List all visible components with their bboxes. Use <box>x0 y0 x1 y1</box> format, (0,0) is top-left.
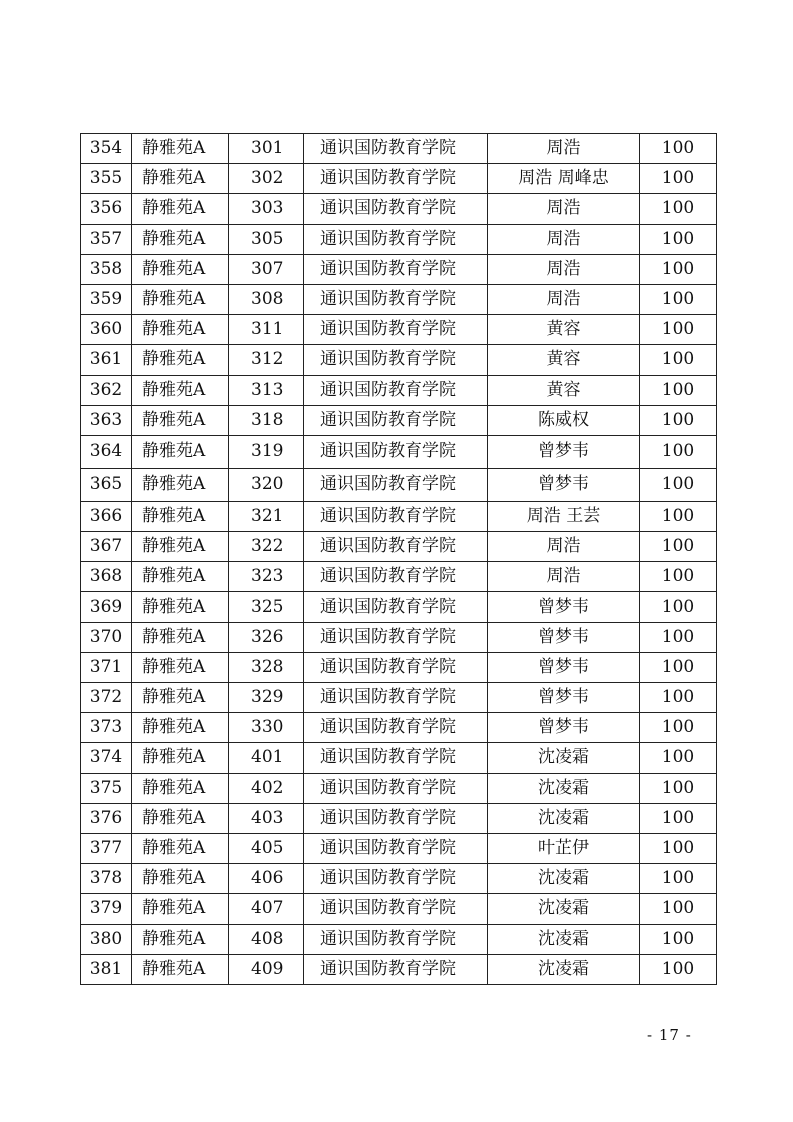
person-in-charge-cell: 周浩 周峰忠 <box>488 164 640 194</box>
room-number-cell: 401 <box>229 743 304 773</box>
building-cell: 静雅苑A <box>132 833 229 863</box>
table-row <box>81 894 717 924</box>
table-row <box>81 315 717 345</box>
score-cell: 100 <box>640 405 717 435</box>
row-number-cell: 370 <box>81 622 132 652</box>
person-in-charge-cell: 曾梦韦 <box>488 713 640 743</box>
college-cell: 通识国防教育学院 <box>304 592 488 622</box>
room-number-cell: 308 <box>229 284 304 314</box>
person-in-charge-cell: 沈凌霜 <box>488 954 640 984</box>
building-cell: 静雅苑A <box>132 501 229 531</box>
person-in-charge-cell: 周浩 <box>488 562 640 592</box>
room-number-cell: 325 <box>229 592 304 622</box>
row-number-cell: 366 <box>81 501 132 531</box>
room-number-cell: 301 <box>229 134 304 164</box>
person-in-charge-cell: 曾梦韦 <box>488 592 640 622</box>
building-cell: 静雅苑A <box>132 405 229 435</box>
person-in-charge-cell: 曾梦韦 <box>488 622 640 652</box>
college-cell: 通识国防教育学院 <box>304 405 488 435</box>
room-number-cell: 328 <box>229 652 304 682</box>
person-in-charge-cell: 陈威权 <box>488 405 640 435</box>
college-cell: 通识国防教育学院 <box>304 224 488 254</box>
row-number-cell: 361 <box>81 345 132 375</box>
row-number-cell: 375 <box>81 773 132 803</box>
table-row <box>81 622 717 652</box>
building-cell: 静雅苑A <box>132 954 229 984</box>
college-cell: 通识国防教育学院 <box>304 622 488 652</box>
dorm-score-table <box>80 133 717 985</box>
room-number-cell: 405 <box>229 833 304 863</box>
room-number-cell: 323 <box>229 562 304 592</box>
building-cell: 静雅苑A <box>132 254 229 284</box>
score-cell: 100 <box>640 562 717 592</box>
row-number-cell: 374 <box>81 743 132 773</box>
room-number-cell: 319 <box>229 435 304 468</box>
row-number-cell: 371 <box>81 652 132 682</box>
room-number-cell: 320 <box>229 468 304 501</box>
row-number-cell: 364 <box>81 435 132 468</box>
score-cell: 100 <box>640 194 717 224</box>
row-number-cell: 372 <box>81 683 132 713</box>
score-cell: 100 <box>640 773 717 803</box>
row-number-cell: 355 <box>81 164 132 194</box>
table-row <box>81 713 717 743</box>
room-number-cell: 322 <box>229 532 304 562</box>
building-cell: 静雅苑A <box>132 894 229 924</box>
room-number-cell: 402 <box>229 773 304 803</box>
score-cell: 100 <box>640 315 717 345</box>
score-cell: 100 <box>640 622 717 652</box>
building-cell: 静雅苑A <box>132 224 229 254</box>
building-cell: 静雅苑A <box>132 134 229 164</box>
room-number-cell: 302 <box>229 164 304 194</box>
person-in-charge-cell: 叶芷伊 <box>488 833 640 863</box>
room-number-cell: 329 <box>229 683 304 713</box>
row-number-cell: 360 <box>81 315 132 345</box>
college-cell: 通识国防教育学院 <box>304 562 488 592</box>
college-cell: 通识国防教育学院 <box>304 683 488 713</box>
person-in-charge-cell: 黄容 <box>488 345 640 375</box>
score-cell: 100 <box>640 501 717 531</box>
score-cell: 100 <box>640 134 717 164</box>
building-cell: 静雅苑A <box>132 803 229 833</box>
table-row <box>81 924 717 954</box>
college-cell: 通识国防教育学院 <box>304 375 488 405</box>
table-row <box>81 435 717 468</box>
table-row <box>81 954 717 984</box>
room-number-cell: 409 <box>229 954 304 984</box>
score-cell: 100 <box>640 864 717 894</box>
room-number-cell: 312 <box>229 345 304 375</box>
row-number-cell: 376 <box>81 803 132 833</box>
college-cell: 通识国防教育学院 <box>304 833 488 863</box>
college-cell: 通识国防教育学院 <box>304 864 488 894</box>
room-number-cell: 406 <box>229 864 304 894</box>
building-cell: 静雅苑A <box>132 194 229 224</box>
table-row <box>81 773 717 803</box>
room-number-cell: 403 <box>229 803 304 833</box>
person-in-charge-cell: 曾梦韦 <box>488 435 640 468</box>
table-row <box>81 405 717 435</box>
college-cell: 通识国防教育学院 <box>304 134 488 164</box>
room-number-cell: 330 <box>229 713 304 743</box>
score-cell: 100 <box>640 164 717 194</box>
person-in-charge-cell: 黄容 <box>488 375 640 405</box>
table-row <box>81 224 717 254</box>
building-cell: 静雅苑A <box>132 592 229 622</box>
row-number-cell: 363 <box>81 405 132 435</box>
table-row <box>81 683 717 713</box>
score-cell: 100 <box>640 713 717 743</box>
building-cell: 静雅苑A <box>132 743 229 773</box>
table-row <box>81 134 717 164</box>
building-cell: 静雅苑A <box>132 468 229 501</box>
row-number-cell: 356 <box>81 194 132 224</box>
person-in-charge-cell: 周浩 <box>488 194 640 224</box>
score-cell: 100 <box>640 833 717 863</box>
room-number-cell: 307 <box>229 254 304 284</box>
table-row <box>81 864 717 894</box>
page-number: - 17 - <box>647 1026 692 1044</box>
building-cell: 静雅苑A <box>132 345 229 375</box>
table-row <box>81 284 717 314</box>
row-number-cell: 369 <box>81 592 132 622</box>
room-number-cell: 326 <box>229 622 304 652</box>
person-in-charge-cell: 沈凌霜 <box>488 743 640 773</box>
college-cell: 通识国防教育学院 <box>304 435 488 468</box>
row-number-cell: 368 <box>81 562 132 592</box>
row-number-cell: 362 <box>81 375 132 405</box>
person-in-charge-cell: 曾梦韦 <box>488 468 640 501</box>
score-cell: 100 <box>640 224 717 254</box>
row-number-cell: 359 <box>81 284 132 314</box>
score-cell: 100 <box>640 435 717 468</box>
row-number-cell: 373 <box>81 713 132 743</box>
row-number-cell: 367 <box>81 532 132 562</box>
table-row <box>81 562 717 592</box>
college-cell: 通识国防教育学院 <box>304 894 488 924</box>
score-cell: 100 <box>640 652 717 682</box>
person-in-charge-cell: 曾梦韦 <box>488 683 640 713</box>
building-cell: 静雅苑A <box>132 924 229 954</box>
table-row <box>81 375 717 405</box>
row-number-cell: 354 <box>81 134 132 164</box>
row-number-cell: 377 <box>81 833 132 863</box>
college-cell: 通识国防教育学院 <box>304 532 488 562</box>
table-row <box>81 652 717 682</box>
college-cell: 通识国防教育学院 <box>304 194 488 224</box>
building-cell: 静雅苑A <box>132 435 229 468</box>
building-cell: 静雅苑A <box>132 315 229 345</box>
table-row <box>81 194 717 224</box>
person-in-charge-cell: 周浩 <box>488 532 640 562</box>
score-cell: 100 <box>640 532 717 562</box>
building-cell: 静雅苑A <box>132 713 229 743</box>
college-cell: 通识国防教育学院 <box>304 803 488 833</box>
row-number-cell: 378 <box>81 864 132 894</box>
college-cell: 通识国防教育学院 <box>304 345 488 375</box>
table-row <box>81 164 717 194</box>
score-cell: 100 <box>640 592 717 622</box>
building-cell: 静雅苑A <box>132 532 229 562</box>
score-cell: 100 <box>640 924 717 954</box>
room-number-cell: 305 <box>229 224 304 254</box>
row-number-cell: 365 <box>81 468 132 501</box>
score-cell: 100 <box>640 683 717 713</box>
building-cell: 静雅苑A <box>132 562 229 592</box>
person-in-charge-cell: 周浩 <box>488 134 640 164</box>
table-row <box>81 803 717 833</box>
row-number-cell: 381 <box>81 954 132 984</box>
college-cell: 通识国防教育学院 <box>304 501 488 531</box>
score-cell: 100 <box>640 894 717 924</box>
room-number-cell: 321 <box>229 501 304 531</box>
table-row <box>81 592 717 622</box>
building-cell: 静雅苑A <box>132 773 229 803</box>
building-cell: 静雅苑A <box>132 683 229 713</box>
score-cell: 100 <box>640 254 717 284</box>
person-in-charge-cell: 黄容 <box>488 315 640 345</box>
building-cell: 静雅苑A <box>132 375 229 405</box>
row-number-cell: 357 <box>81 224 132 254</box>
person-in-charge-cell: 沈凌霜 <box>488 864 640 894</box>
row-number-cell: 379 <box>81 894 132 924</box>
table-row <box>81 833 717 863</box>
person-in-charge-cell: 周浩 <box>488 284 640 314</box>
table-row <box>81 345 717 375</box>
room-number-cell: 408 <box>229 924 304 954</box>
person-in-charge-cell: 周浩 <box>488 224 640 254</box>
score-cell: 100 <box>640 803 717 833</box>
row-number-cell: 380 <box>81 924 132 954</box>
college-cell: 通识国防教育学院 <box>304 315 488 345</box>
table-row <box>81 743 717 773</box>
building-cell: 静雅苑A <box>132 284 229 314</box>
person-in-charge-cell: 沈凌霜 <box>488 894 640 924</box>
college-cell: 通识国防教育学院 <box>304 254 488 284</box>
college-cell: 通识国防教育学院 <box>304 652 488 682</box>
building-cell: 静雅苑A <box>132 864 229 894</box>
college-cell: 通识国防教育学院 <box>304 468 488 501</box>
building-cell: 静雅苑A <box>132 164 229 194</box>
building-cell: 静雅苑A <box>132 652 229 682</box>
table-row <box>81 468 717 501</box>
person-in-charge-cell: 沈凌霜 <box>488 803 640 833</box>
score-cell: 100 <box>640 375 717 405</box>
person-in-charge-cell: 周浩 <box>488 254 640 284</box>
score-cell: 100 <box>640 954 717 984</box>
table-row <box>81 532 717 562</box>
person-in-charge-cell: 周浩 王芸 <box>488 501 640 531</box>
row-number-cell: 358 <box>81 254 132 284</box>
college-cell: 通识国防教育学院 <box>304 164 488 194</box>
score-cell: 100 <box>640 743 717 773</box>
room-number-cell: 407 <box>229 894 304 924</box>
person-in-charge-cell: 沈凌霜 <box>488 924 640 954</box>
person-in-charge-cell: 沈凌霜 <box>488 773 640 803</box>
room-number-cell: 318 <box>229 405 304 435</box>
score-cell: 100 <box>640 345 717 375</box>
score-cell: 100 <box>640 468 717 501</box>
college-cell: 通识国防教育学院 <box>304 284 488 314</box>
person-in-charge-cell: 曾梦韦 <box>488 652 640 682</box>
room-number-cell: 313 <box>229 375 304 405</box>
college-cell: 通识国防教育学院 <box>304 954 488 984</box>
room-number-cell: 311 <box>229 315 304 345</box>
college-cell: 通识国防教育学院 <box>304 713 488 743</box>
college-cell: 通识国防教育学院 <box>304 924 488 954</box>
table-row <box>81 501 717 531</box>
table-row <box>81 254 717 284</box>
college-cell: 通识国防教育学院 <box>304 773 488 803</box>
college-cell: 通识国防教育学院 <box>304 743 488 773</box>
score-cell: 100 <box>640 284 717 314</box>
building-cell: 静雅苑A <box>132 622 229 652</box>
room-number-cell: 303 <box>229 194 304 224</box>
